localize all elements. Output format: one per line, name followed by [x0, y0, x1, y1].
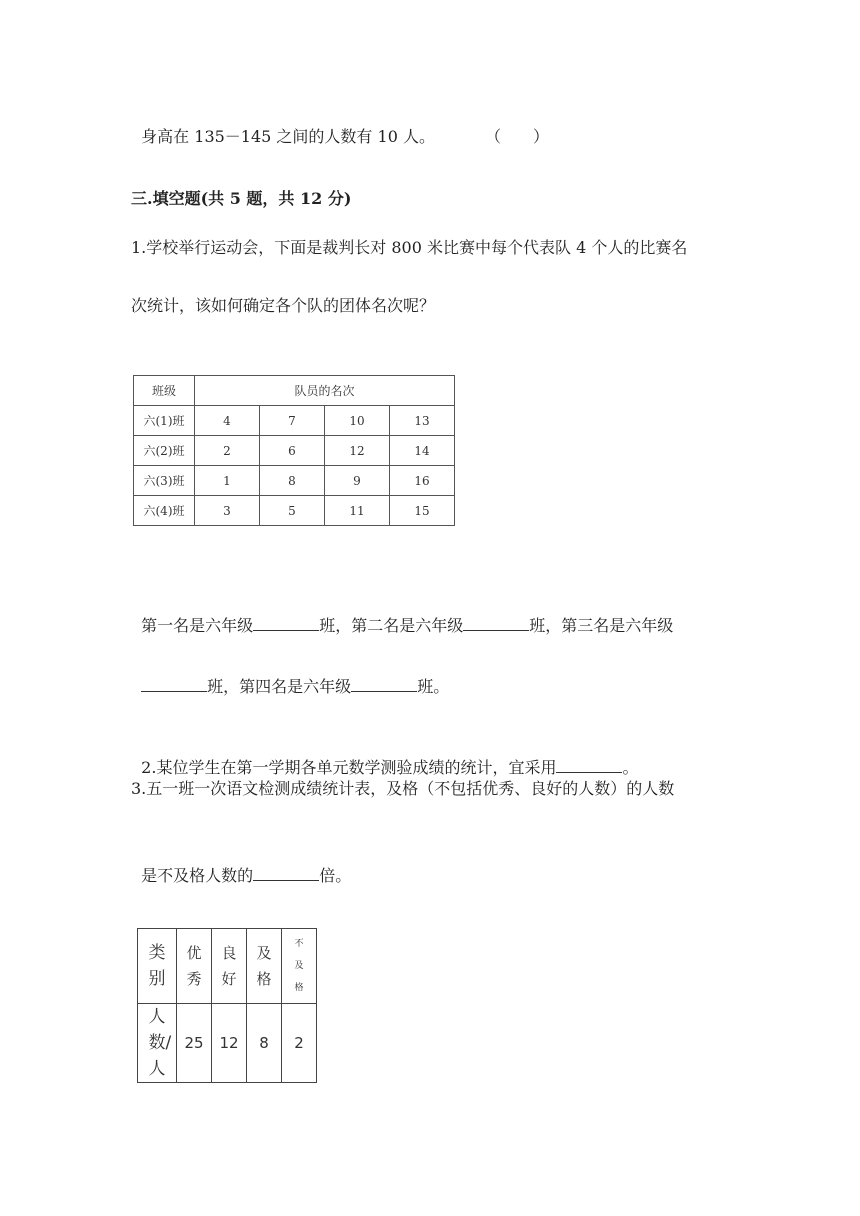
- rank-cell: 16: [390, 466, 455, 496]
- row-class: 六(2)班: [134, 436, 195, 466]
- rank-cell: 10: [325, 406, 390, 436]
- rank-cell: 2: [195, 436, 260, 466]
- rank-cell: 9: [325, 466, 390, 496]
- q2-end: 。: [622, 758, 639, 777]
- fill-blank[interactable]: [253, 616, 319, 631]
- q2-text: 2.某位学生在第一学期各单元数学测验成绩的统计，宜采用: [141, 758, 557, 777]
- row-class: 六(1)班: [134, 406, 195, 436]
- header-ranks: 队员的名次: [195, 376, 455, 406]
- q2-line: [131, 735, 638, 779]
- value-cell: 25: [177, 1004, 212, 1083]
- header-good-text: 良好: [221, 944, 237, 988]
- q1-answer-line2: [131, 654, 449, 698]
- header-excellent: [177, 929, 212, 1004]
- header-fail-text: 不及格: [294, 939, 304, 993]
- fill-blank[interactable]: [463, 616, 529, 631]
- rank-cell: 12: [325, 436, 390, 466]
- table-row: [134, 436, 455, 466]
- row-class: 六(3)班: [134, 466, 195, 496]
- header-class: 班级: [134, 376, 195, 406]
- fill-blank[interactable]: [141, 677, 207, 692]
- q1-line2: 次统计，该如何确定各个队的团体名次呢？: [131, 296, 436, 315]
- answer-text: 班，第四名是六年级: [207, 677, 352, 696]
- header-excellent-text: 优秀: [186, 944, 202, 988]
- answer-text: 第一名是六年级: [141, 616, 254, 635]
- answer-text: 班，第三名是六年级: [529, 616, 674, 635]
- rank-cell: 11: [325, 496, 390, 526]
- header-good: [212, 929, 247, 1004]
- score-table: [137, 928, 317, 1083]
- rank-cell: 8: [260, 466, 325, 496]
- header-category-text: 类别: [148, 943, 166, 989]
- header-fail: [282, 929, 317, 1004]
- q3-text-end: 倍。: [319, 866, 352, 885]
- row-label: [138, 1004, 177, 1083]
- section-title: 三.填空题(共 5 题，共 12 分): [131, 189, 352, 208]
- row-class: 六(4)班: [134, 496, 195, 526]
- q3-line2: [131, 843, 351, 887]
- q1-answer-line1: [131, 593, 673, 637]
- statement-text: 身高在 135－145 之间的人数有 10 人。: [141, 127, 435, 146]
- rank-cell: 15: [390, 496, 455, 526]
- answer-parentheses: （ ）: [484, 127, 549, 146]
- answer-text: 班。: [417, 677, 450, 696]
- q3-line1: 3.五一班一次语文检测成绩统计表，及格（不包括优秀、良好的人数）的人数: [131, 779, 675, 798]
- header-pass-text: 及格: [256, 944, 272, 988]
- rank-cell: 7: [260, 406, 325, 436]
- header-category: [138, 929, 177, 1004]
- table-row: [138, 1004, 317, 1083]
- ranking-table: [133, 375, 455, 526]
- q1-line1: 1.学校举行运动会，下面是裁判长对 800 米比赛中每个代表队 4 个人的比赛名: [131, 238, 688, 257]
- rank-cell: 1: [195, 466, 260, 496]
- header-pass: [247, 929, 282, 1004]
- rank-cell: 5: [260, 496, 325, 526]
- rank-cell: 4: [195, 406, 260, 436]
- table-row: [134, 406, 455, 436]
- rank-cell: 14: [390, 436, 455, 466]
- value-cell: 2: [282, 1004, 317, 1083]
- rank-cell: 3: [195, 496, 260, 526]
- q3-text: 是不及格人数的: [141, 866, 254, 885]
- row-label-text: 人数/人: [148, 1007, 172, 1079]
- table-row: [134, 466, 455, 496]
- value-cell: 12: [212, 1004, 247, 1083]
- fill-blank[interactable]: [556, 758, 622, 773]
- true-false-statement: [131, 104, 549, 148]
- rank-cell: 13: [390, 406, 455, 436]
- answer-text: 班，第二名是六年级: [319, 616, 464, 635]
- rank-cell: 6: [260, 436, 325, 466]
- table-row: [134, 496, 455, 526]
- fill-blank[interactable]: [253, 866, 319, 881]
- fill-blank[interactable]: [351, 677, 417, 692]
- value-cell: 8: [247, 1004, 282, 1083]
